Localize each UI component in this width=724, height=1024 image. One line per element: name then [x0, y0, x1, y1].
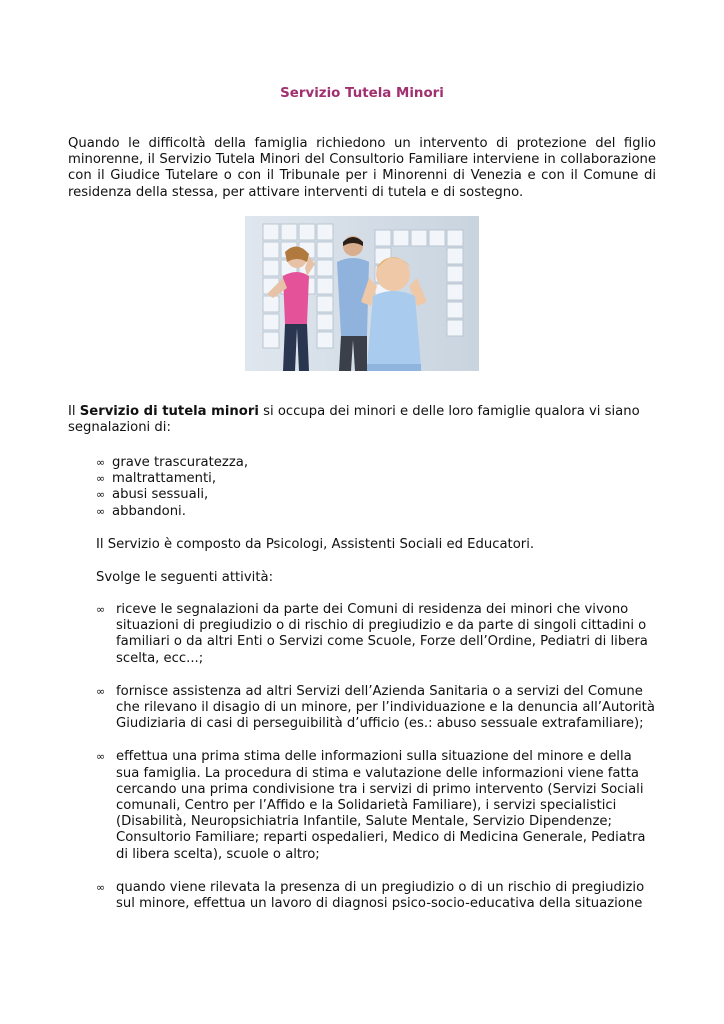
activity-item	[96, 684, 658, 733]
bullet-infinity-icon: ∞	[96, 684, 106, 698]
list-item	[96, 487, 656, 503]
activities-intro: Svolge le seguenti attività:	[96, 570, 274, 585]
bullet-infinity-icon: ∞	[96, 504, 106, 518]
service-name: Servizio di tutela minori	[79, 404, 259, 419]
activity-text: quando viene rilevata la presenza di un pregiudizio o di un rischio di pregiudizio sul minore, effettua un lavoro di diagnosi psico-socio-educativa della situazione	[116, 879, 645, 912]
activities-list	[96, 602, 658, 929]
bullet-infinity-icon: ∞	[96, 488, 106, 502]
page-title: Servizio Tutela Minori	[280, 86, 444, 101]
list-item-text: grave trascuratezza,	[112, 455, 249, 470]
service-paragraph	[68, 404, 656, 436]
list-item-text: maltrattamenti,	[112, 471, 217, 487]
bullet-infinity-icon: ∞	[96, 603, 106, 616]
bullet-infinity-icon: ∞	[96, 472, 106, 486]
activity-item	[96, 880, 658, 912]
list-item-text: abusi sessuali,	[112, 487, 209, 503]
bullet-infinity-icon: ∞	[96, 750, 106, 764]
bullet-infinity-icon: ∞	[96, 456, 106, 469]
family-photo	[245, 216, 479, 371]
reports-list	[96, 455, 656, 520]
service-suffix: si occupa dei minori e delle loro famiglie qualora vi siano segnalazioni di:	[68, 404, 640, 436]
list-item	[96, 471, 656, 487]
list-item-text: abbandoni.	[112, 503, 186, 519]
list-item	[96, 504, 656, 520]
activity-item	[96, 602, 658, 667]
bullet-infinity-icon: ∞	[96, 880, 106, 894]
activity-item	[96, 749, 658, 862]
composition-paragraph: Il Servizio è composto da Psicologi, Assistenti Sociali ed Educatori.	[96, 537, 535, 552]
service-prefix: Il	[68, 404, 80, 419]
intro-paragraph: Quando le difficoltà della famiglia richiedono un intervento di protezione del figlio minorenne, il Servizio Tutela Minori del Consultorio Familiare interviene in collaborazione con il Giudice Tutelare o con il Tribunale per i Minorenni di Venezia e con il Comune di residenza della stessa, per attivare interventi di tutela e di sostegno.	[68, 136, 656, 200]
activity-text: effettua una prima stima delle informazioni sulla situazione del minore e della sua famiglia. La procedura di stima e valutazione delle informazioni viene fatta cercando una prima condivisione tra i servizi di primo intervento (Servizi Sociali comunali, Centro per l’Affido e la Solidarietà Familiare), i servizi specialistici (Disabilità, Neuropsichiatria Infantile, Salute Mentale, Servizio Dipendenze; Consultorio Familiare; reparti ospedalieri, Medico di Medicina Generale, Pediatra di libera scelta), scuole o altro;	[116, 749, 646, 862]
activity-text: riceve le segnalazioni da parte dei Comuni di residenza dei minori che vivono situazioni di pregiudizio o di rischio di pregiudizio e da parte di singoli cittadini o familiari o da altri Enti o Servizi come Scuole, Forze dell’Ordine, Pediatri di libera scelta, ecc...;	[116, 602, 648, 666]
list-item	[96, 455, 656, 471]
activity-text: fornisce assistenza ad altri Servizi dell’Azienda Sanitaria o a servizi del Comune che rilevano il disagio di un minore, per l’individuazione e la denuncia all’Autorità Giudiziaria di casi di perseguibilità d’ufficio (es.: abuso sessuale extrafamiliare);	[116, 683, 655, 732]
